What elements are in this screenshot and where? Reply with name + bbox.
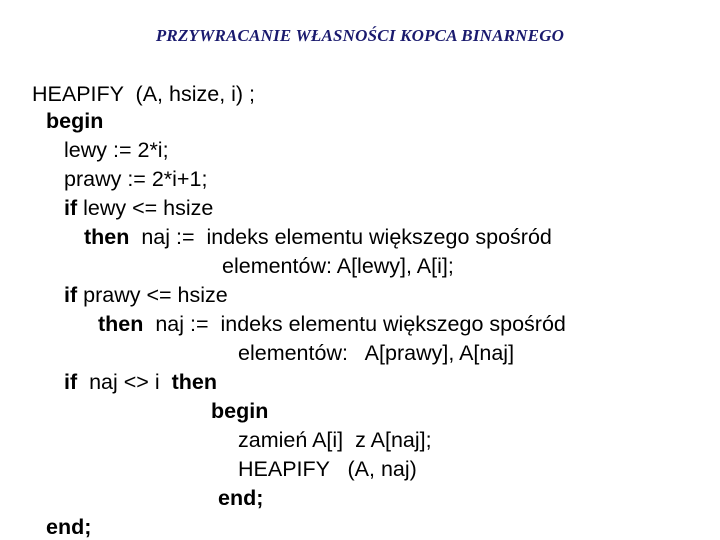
keyword-then: then [98,312,144,336]
assignment-text: naj := indeks elementu większego spośród [143,312,566,336]
keyword-if: if [64,370,78,394]
code-line-if-naj [64,369,217,395]
condition-text: lewy <= hsize [77,196,214,220]
code-line-heapify-header [32,81,255,107]
code-line-prawy: prawy := 2*i+1; [64,167,208,191]
keyword-if: if [64,196,78,220]
heapify-signature: HEAPIFY (A, hsize, i) ; [32,82,256,106]
code-line-lewy: lewy := 2*i; [64,138,169,162]
keyword-then: then [171,370,217,394]
slide-title: PRZYWRACANIE WŁASNOŚCI KOPCA BINARNEGO [155,26,565,45]
condition-text: prawy <= hsize [77,283,228,307]
code-line-begin: begin [46,109,104,133]
code-line-inner-end: end; [218,486,264,510]
code-line-elements-lewy: elementów: A[lewy], A[i]; [222,254,454,278]
code-line-elements-prawy: elementów: A[prawy], A[naj] [238,341,515,365]
code-line-end: end; [46,515,92,539]
keyword-then: then [84,225,130,249]
code-line-if-prawy [64,282,228,308]
code-line-then-prawy [98,311,566,337]
condition-text: naj <> i [77,370,172,394]
keyword-if: if [64,283,78,307]
code-line-inner-begin: begin [211,399,269,423]
code-line-then-lewy [84,224,552,250]
code-line-swap: zamień A[i] z A[naj]; [238,428,432,452]
code-line-recursive-call: HEAPIFY (A, naj) [238,457,417,481]
assignment-text: naj := indeks elementu większego spośród [129,225,552,249]
code-line-if-lewy [64,195,213,221]
